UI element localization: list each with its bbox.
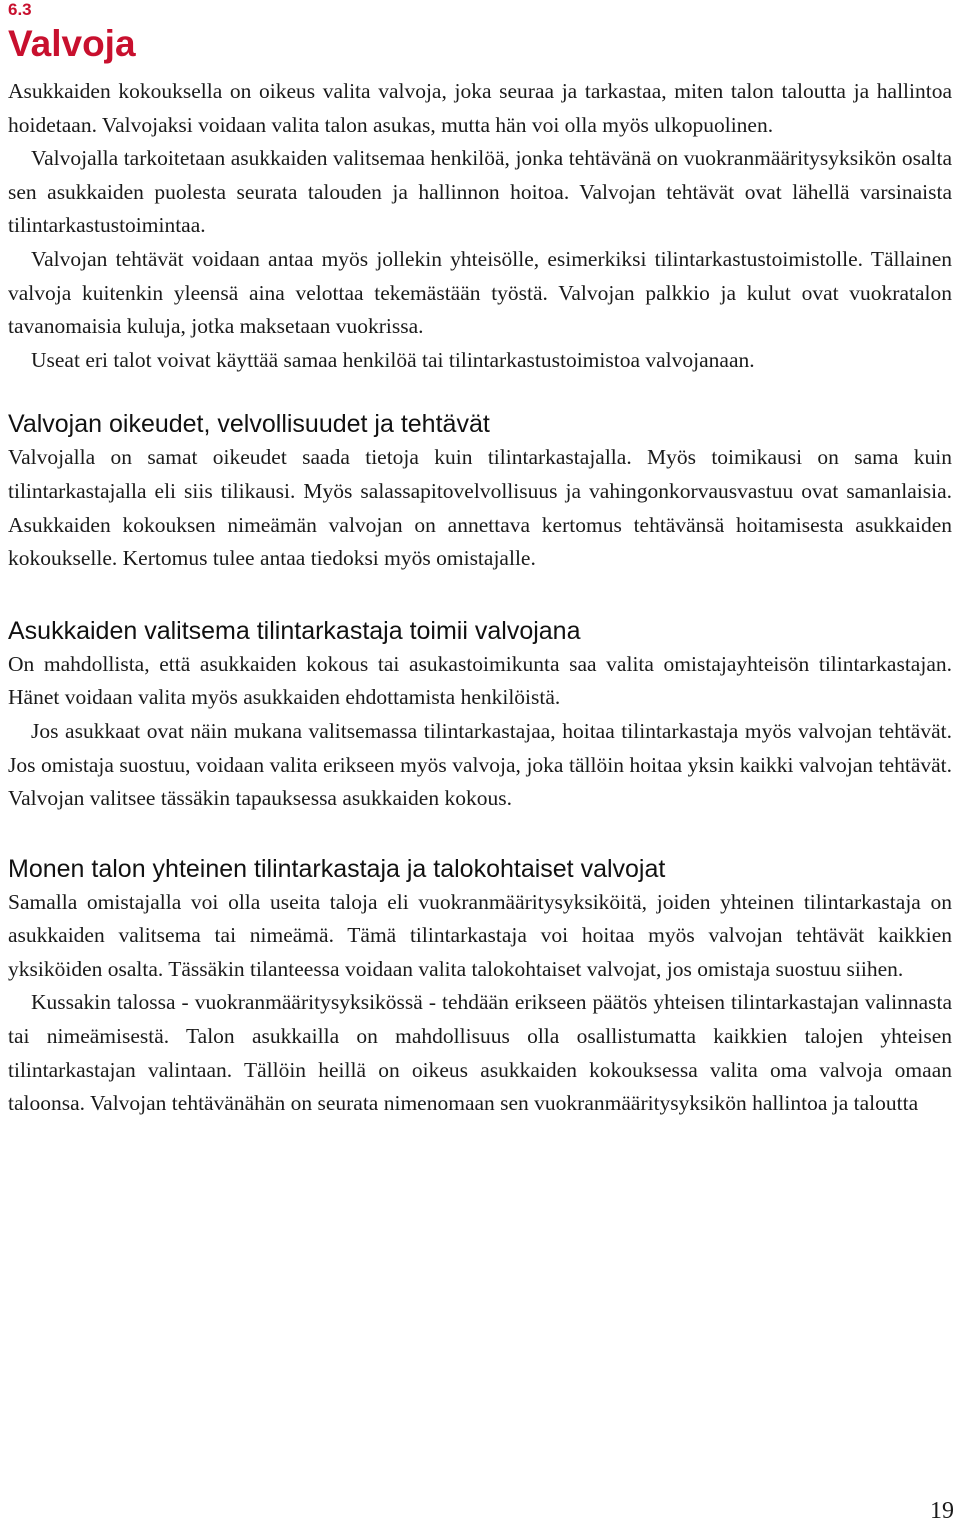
paragraph: Valvojalla on samat oikeudet saada tietoja kuin tilintarkastajalla. Myös toimikausi on sama kuin tilintarkastajalla eli siis tilikausi. Myös salassapitovelvollisuus ja vahingonkorvausvastuu ovat samanlaisia. Asukkaiden kokouksen nimeämän valvojan on annettava kertomus tehtävänsä hoitamisesta asukkaiden kokoukselle. Kertomus tulee antaa tiedoksi myös omistajalle. bbox=[8, 445, 952, 571]
section-rights-duties bbox=[8, 407, 952, 575]
paragraph: Samalla omistajalla voi olla useita taloja eli vuokranmääritysyksiköitä, joiden yhteinen tilintarkastaja on asukkaiden valitsema tai nimeämä. Tämä tilintarkastaja voi hoitaa myös valvojan tehtävät kaikkien yksiköiden osalta. Tässäkin tilanteessa voidaan valita talokohtaiset valvojat, jos omistaja suostuu siihen. bbox=[8, 889, 952, 981]
section-title: Valvoja bbox=[8, 23, 136, 64]
paragraph: Valvojan tehtävät voidaan antaa myös jollekin yhteisölle, esimerkiksi tilintarkastustoimistolle. Tällainen valvoja kuitenkin yleensä aina velottaa tekemästään työstä. Valvojan palkkio ja kulut ovat vuokratalon tavanomaisia kuluja, jotka maksetaan vuokrissa. bbox=[8, 246, 952, 339]
paragraph: Kussakin talossa - vuokranmääritysyksikössä - tehdään erikseen päätös yhteisen tilintarkastajan valinnasta tai nimeämisestä. Talon asukkailla on mahdollisuus olla osallistumatta kaikkien talojen yhteisen tilintarkastajan valintaan. Tällöin heillä on oikeus asukkaiden kokouksessa valita oma valvoja omaan taloonsa. Valvojan tehtävänähän on seurata nimenomaan sen vuokranmääritysyksikön hallintoa ja taloutta bbox=[8, 990, 952, 1116]
section-number: 6.3 bbox=[8, 0, 32, 19]
paragraph: On mahdollista, että asukkaiden kokous tai asukastoimikunta saa valita omistajayhteisön tilintarkastajan. Hänet voidaan valita myös asukkaiden ehdottamista henkilöistä. bbox=[8, 651, 952, 710]
paragraph: Asukkaiden kokouksella on oikeus valita valvoja, joka seuraa ja tarkastaa, miten talon taloutta ja hallintoa hoidetaan. Valvojaksi voidaan valita talon asukas, mutta hän voi olla myös ulkopuolinen. bbox=[8, 79, 952, 137]
paragraph: Useat eri talot voivat käyttää samaa henkilöä tai tilintarkastustoimistoa valvojanaan. bbox=[31, 347, 755, 372]
paragraph: Jos asukkaat ovat näin mukana valitsemassa tilintarkastajaa, hoitaa tilintarkastaja myös valvojan tehtävät. Jos omistaja suostuu, voidaan valita erikseen myös valvoja, joka tällöin hoitaa yksin kaikki valvojan tehtävät. Valvojan valitsee tässäkin tapauksessa asukkaiden kokous. bbox=[8, 718, 952, 811]
subsection-heading: Valvojan oikeudet, velvollisuudet ja tehtävät bbox=[8, 410, 490, 439]
document-body bbox=[8, 75, 952, 1121]
section-shared-auditor bbox=[8, 852, 952, 1121]
section-auditor-as-supervisor bbox=[8, 614, 952, 816]
page-number: 19 bbox=[930, 1498, 954, 1524]
intro-block bbox=[8, 75, 952, 377]
paragraph: Valvojalla tarkoitetaan asukkaiden valitsemaa henkilöä, jonka tehtävänä on vuokranmääritysyksikön osalta sen asukkaiden puolesta seurata talouden ja hallinnon hoitoa. Valvojan tehtävät ovat lähellä varsinaista tilintarkastustoimintaa. bbox=[8, 146, 952, 238]
subsection-heading: Monen talon yhteinen tilintarkastaja ja talokohtaiset valvojat bbox=[8, 854, 666, 883]
subsection-heading: Asukkaiden valitsema tilintarkastaja toimii valvojana bbox=[8, 616, 581, 645]
